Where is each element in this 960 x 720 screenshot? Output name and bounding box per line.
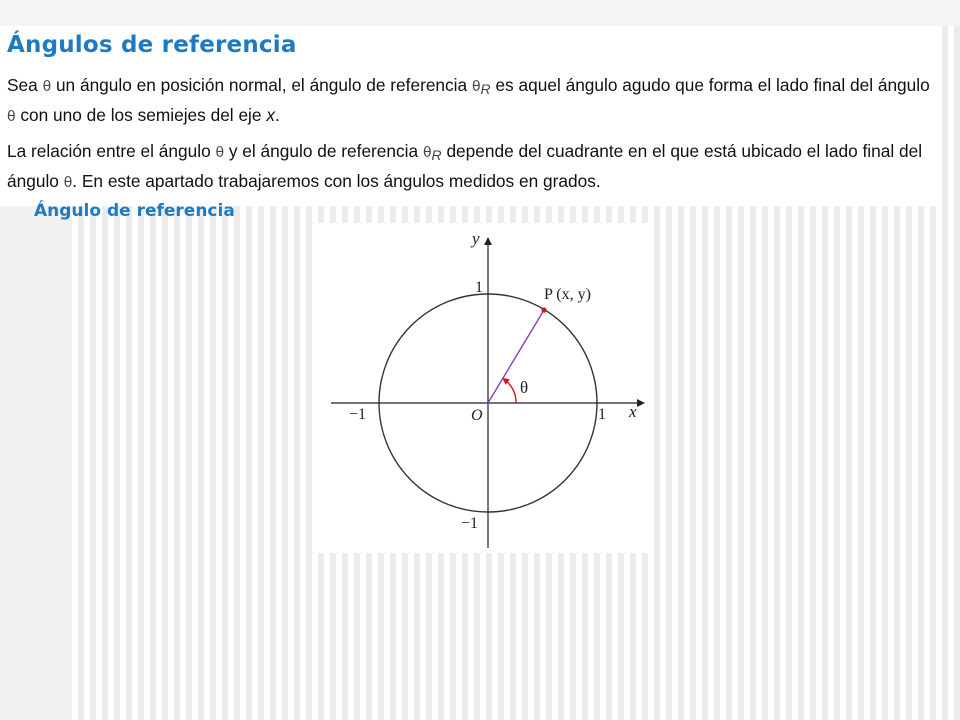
paragraph-definition: [7, 72, 937, 130]
top-background-strip: [0, 0, 960, 26]
p1-text-3: es aquel ángulo agudo que forma el lado final del ángulo: [490, 75, 930, 95]
angle-arc: [505, 380, 516, 403]
subscript-r: R: [431, 147, 442, 163]
tick-label-x-neg-1: −1: [349, 406, 367, 423]
p1-text-4: con uno de los semiejes del eje: [15, 105, 267, 125]
radius-line: [488, 310, 544, 403]
x-variable: x: [266, 105, 275, 125]
tick-label-x-1: 1: [598, 406, 606, 423]
clipped-subheading: [34, 194, 264, 221]
p1-text-5: .: [274, 105, 280, 125]
tick-label-y-1: 1: [475, 279, 483, 296]
theta-symbol: θ: [7, 109, 16, 125]
paragraph-relation: [7, 138, 937, 196]
clipped-subheading-text: Ángulo de referencia: [34, 201, 235, 221]
x-axis-label: x: [629, 402, 637, 421]
content-panel: [0, 26, 940, 221]
theta-label: θ: [520, 378, 529, 397]
theta-symbol: θ: [63, 175, 73, 191]
point-p: [541, 307, 546, 312]
p2-text-4: . En este apartado trabajaremos con los ángulos medidos en grados.: [72, 171, 601, 191]
origin-label: O: [471, 407, 483, 424]
page-title: Ángulos de referencia: [7, 32, 297, 58]
subscript-r: R: [480, 81, 491, 97]
theta-r-symbol: θ: [422, 145, 432, 161]
p2-text-2: y el ángulo de referencia: [224, 141, 423, 161]
p1-text-2: un ángulo en posición normal, el ángulo de referencia: [51, 75, 472, 95]
y-axis-label: y: [472, 229, 480, 248]
point-label: P (x, y): [544, 286, 591, 303]
unit-circle-figure: [313, 223, 653, 553]
tick-label-y-neg-1: −1: [461, 515, 479, 532]
p2-text-1: La relación entre el ángulo: [7, 141, 216, 161]
theta-symbol: θ: [215, 145, 225, 161]
p2-text-3: depende del cuadrante en el que está ubicado el lado final del ángulo: [7, 141, 923, 191]
theta-symbol: θ: [42, 79, 52, 95]
unit-circle-svg: [313, 223, 653, 553]
theta-r-symbol: θ: [471, 79, 481, 95]
p1-text-1: Sea: [7, 75, 43, 95]
